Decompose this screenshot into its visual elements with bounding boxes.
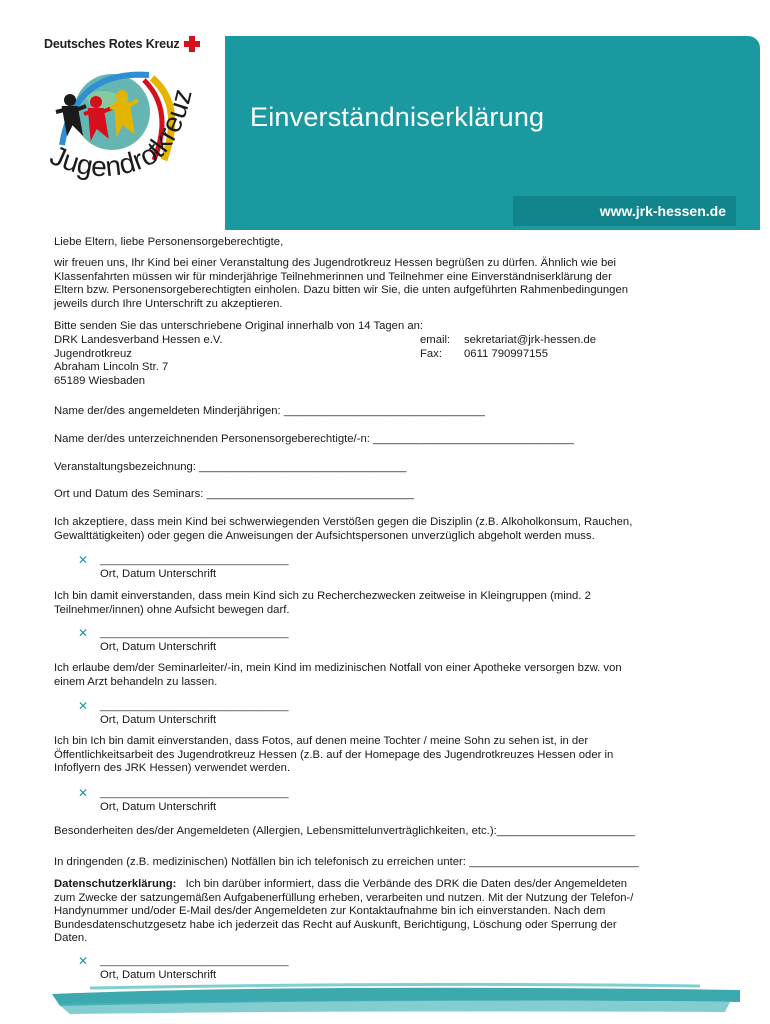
address-line: Jugendrotkreuz — [54, 347, 132, 360]
emergency-phone-field[interactable]: In dringenden (z.B. medizinischen) Notfällen bin ich telefonisch zu erreichen unter: ___________________________ — [54, 856, 639, 868]
signature-line[interactable]: ______________________________ — [100, 955, 289, 967]
fax-value: 0611 790997155 — [464, 347, 548, 360]
privacy-line: Handynummer und/oder E-Mail des/der Angemeldeten zur Kontaktaufnahme bin ich einverstanden. Nach dem — [54, 905, 606, 918]
sign-here-icon: ✕ — [78, 699, 89, 713]
privacy-line: Ich bin darüber informiert, dass die Verbände des DRK die Daten des/der Angemeldeten — [185, 878, 628, 890]
consent-line: Ich bin damit einverstanden, dass mein Kind sich zu Recherchezwecken zeitweise in Kleingruppen (mind. 2 — [54, 590, 591, 602]
privacy-line: Bundesdatenschutzgesetz habe ich jederzeit das Recht auf Auskunft, Berichtigung, Löschung oder Sperrung der — [54, 918, 617, 931]
privacy-statement — [54, 878, 722, 946]
signature-line[interactable]: ______________________________ — [100, 554, 289, 566]
privacy-line: Daten. — [54, 932, 88, 945]
sign-here-icon: ✕ — [78, 553, 89, 567]
signature-label: Ort, Datum Unterschrift — [100, 641, 217, 653]
page-title: Einverständniserklärung — [250, 102, 545, 132]
address-line: Abraham Lincoln Str. 7 — [54, 361, 169, 374]
consent-discipline — [54, 516, 722, 543]
consent-medical — [54, 662, 722, 689]
salutation: Liebe Eltern, liebe Personensorgeberechtigte, — [54, 236, 284, 248]
intro-line: Eltern bzw. Personensorgeberechtigten einholen. Dazu bitten wir Sie, die unten aufgeführten Rahmenbedingungen — [54, 284, 629, 297]
intro-line: Klassenfahrten müssen wir für minderjährige Teilnehmerinnen und Teilnehmer eine Einverständniserklärung der — [54, 270, 612, 283]
sign-here-icon: ✕ — [78, 954, 89, 968]
address-block — [54, 334, 722, 388]
intro-line: jeweils durch Ihre Unterschrift zu akzeptieren. — [54, 297, 283, 310]
minor-name-field[interactable]: Name der/des angemeldeten Minderjährigen: ________________________________ — [54, 405, 485, 417]
signature-label: Ort, Datum Unterschrift — [100, 714, 217, 726]
consent-line: einem Arzt behandeln zu lassen. — [54, 675, 218, 688]
footer-brush-decoration — [0, 980, 770, 1020]
consent-photos — [54, 735, 722, 776]
sign-here-icon: ✕ — [78, 626, 89, 640]
signature-line[interactable]: ______________________________ — [100, 787, 289, 799]
logo-wordmark: Jugendrotkreuz — [45, 85, 198, 183]
sign-here-icon: ✕ — [78, 786, 89, 800]
signature-label: Ort, Datum Unterschrift — [100, 568, 217, 580]
email-label: email: — [420, 334, 451, 346]
email-value[interactable]: sekretariat@jrk-hessen.de — [464, 334, 597, 346]
org-name: Deutsches Rotes Kreuz — [44, 37, 180, 51]
consent-line: Ich akzeptiere, dass mein Kind bei schwerwiegenden Verstößen gegen die Disziplin (z.B. Alkoholkonsum, Rauchen, — [54, 516, 633, 528]
signature-line[interactable]: ______________________________ — [100, 627, 289, 639]
privacy-line: zum Zwecke der satzungemäßen Aufgabenerfüllung erheben, verarbeiten und nutzen. Mit der Nutzung der Telefon-/ — [54, 891, 634, 904]
consent-line: Ich erlaube dem/der Seminarleiter/-in, mein Kind im medizinischen Notfall von einer Apotheke versorgen bzw. von — [54, 662, 622, 674]
place-date-field[interactable]: Ort und Datum des Seminars: _________________________________ — [54, 488, 414, 500]
signature-label: Ort, Datum Unterschrift — [100, 969, 217, 981]
address-line: DRK Landesverband Hessen e.V. — [54, 334, 223, 346]
intro-paragraph — [54, 257, 722, 311]
website-link[interactable]: www.jrk-hessen.de — [599, 203, 726, 219]
address-line: 65189 Wiesbaden — [54, 374, 146, 387]
signature-line[interactable]: ______________________________ — [100, 700, 289, 712]
send-instruction: Bitte senden Sie das unterschriebene Original innerhalb von 14 Tagen an: — [54, 320, 424, 332]
consent-line: Gewalttätigkeiten) oder gegen die Anweisungen der Aufsichtspersonen unverzüglich abgeholt werden muss. — [54, 529, 595, 542]
special-notes-field[interactable]: Besonderheiten des/der Angemeldeten (Allergien, Lebensmittelunverträglichkeiten, etc.):______________________ — [54, 825, 635, 837]
consent-line: Öffentlichkeitsarbeit des Jugendrotkreuz Hessen (z.B. auf der Homepage des Jugendrotkreuzes Hessen oder in — [54, 748, 614, 761]
guardian-name-field[interactable]: Name der/des unterzeichnenden Personensorgeberechtigte/-n: ________________________________ — [54, 433, 575, 445]
title-banner — [225, 36, 760, 230]
fax-label: Fax: — [420, 347, 442, 360]
consent-groups — [54, 590, 722, 617]
signature-label: Ort, Datum Unterschrift — [100, 801, 217, 813]
consent-line: Infoflyern des JRK Hessen) verwendet werden. — [54, 762, 291, 775]
url-box — [513, 196, 736, 226]
event-name-field[interactable]: Veranstaltungsbezeichnung: _________________________________ — [54, 461, 407, 473]
intro-line: wir freuen uns, Ihr Kind bei einer Veranstaltung des Jugendrotkreuz Hessen begrüßen zu dürfen. Ähnlich wie bei — [54, 257, 617, 269]
consent-line: Ich bin Ich bin damit einverstanden, dass Fotos, auf denen meine Tochter / meine Sohn zu sehen ist, in der — [54, 735, 589, 747]
privacy-heading: Datenschutzerklärung: — [54, 878, 177, 890]
consent-line: Teilnehmer/innen) ohne Aufsicht bewegen darf. — [54, 603, 290, 616]
jugendrotkreuz-logo-icon — [34, 50, 234, 200]
